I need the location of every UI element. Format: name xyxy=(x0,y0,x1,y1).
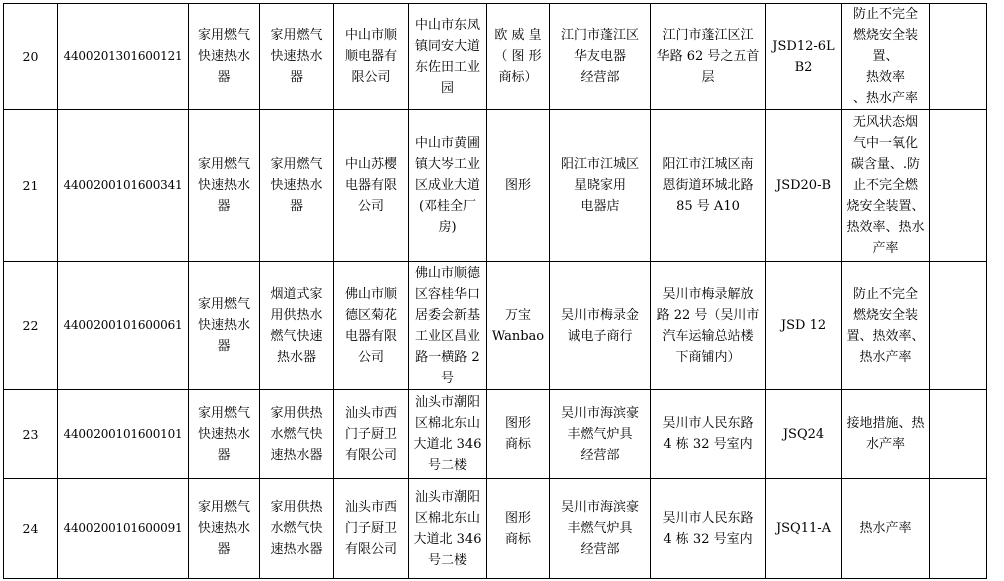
cell-product: 家用燃气 快速热水 器 xyxy=(260,110,334,262)
cell-code: 4400200101600101 xyxy=(58,390,189,479)
cell-seller: 吴川市海滨豪 丰燃气炉具 经营部 xyxy=(550,390,651,479)
cell-items: 防止不完全 燃烧安全装 置、 热效率 、热水产率 xyxy=(842,4,930,110)
table-row xyxy=(4,110,987,262)
cell-brand: 图形 xyxy=(487,110,550,262)
cell-code: 4400200101600061 xyxy=(58,262,189,390)
table-row xyxy=(4,390,987,479)
table-body xyxy=(4,4,987,579)
cell-category: 家用燃气 快速热水 器 xyxy=(189,479,260,579)
cell-model: JSQ11-A xyxy=(766,479,842,579)
cell-brand: 图形 商标 xyxy=(487,479,550,579)
cell-category: 家用燃气 快速热水 器 xyxy=(189,390,260,479)
cell-extra xyxy=(930,262,987,390)
cell-extra xyxy=(930,390,987,479)
cell-manufacturer: 汕头市西 门子厨卫 有限公司 xyxy=(334,390,409,479)
cell-items: 接地措施、热 水产率 xyxy=(842,390,930,479)
cell-seller-address: 吴川市人民东路 4 栋 32 号室内 xyxy=(651,479,766,579)
cell-product: 家用燃气 快速热水 器 xyxy=(260,4,334,110)
cell-no: 24 xyxy=(4,479,58,579)
table-row xyxy=(4,262,987,390)
cell-extra xyxy=(930,110,987,262)
cell-product: 家用供热 水燃气快 速热水器 xyxy=(260,390,334,479)
cell-code: 4400200101600091 xyxy=(58,479,189,579)
cell-seller: 吴川市海滨豪 丰燃气炉具 经营部 xyxy=(550,479,651,579)
cell-category: 家用燃气 快速热水 器 xyxy=(189,262,260,390)
cell-seller-address: 阳江市江城区南 恩街道环城北路 85 号 A10 xyxy=(651,110,766,262)
cell-extra xyxy=(930,479,987,579)
cell-manufacturer-address: 佛山市顺德 区容桂华口 居委会新基 工业区昌业 路一横路 2 号 xyxy=(409,262,487,390)
cell-manufacturer-address: 中山市东凤 镇同安大道 东佐田工业 园 xyxy=(409,4,487,110)
cell-brand: 欧 威 皇 （ 图 形 商标） xyxy=(487,4,550,110)
cell-manufacturer-address: 中山市黄圃 镇大岑工业 区成业大道 (邓桂全厂 房) xyxy=(409,110,487,262)
cell-manufacturer: 中山苏樱 电器有限 公司 xyxy=(334,110,409,262)
cell-no: 23 xyxy=(4,390,58,479)
cell-manufacturer-address: 汕头市潮阳 区棉北东山 大道北 346 号二楼 xyxy=(409,479,487,579)
inspection-results-table xyxy=(3,3,987,579)
cell-code: 4400201301600121 xyxy=(58,4,189,110)
cell-items: 热水产率 xyxy=(842,479,930,579)
cell-seller: 阳江市江城区 星晓家用 电器店 xyxy=(550,110,651,262)
cell-items: 无风状态烟 气中一氧化 碳含量、.防 止不完全燃 烧安全装置、 热效率、热水 产率 xyxy=(842,110,930,262)
cell-no: 21 xyxy=(4,110,58,262)
cell-manufacturer-address: 汕头市潮阳 区棉北东山 大道北 346 号二楼 xyxy=(409,390,487,479)
cell-model: JSD12-6L B2 xyxy=(766,4,842,110)
cell-model: JSD20-B xyxy=(766,110,842,262)
cell-manufacturer: 佛山市顺 德区菊花 电器有限 公司 xyxy=(334,262,409,390)
cell-items: 防止不完全 燃烧安全装 置、热效率、 热水产率 xyxy=(842,262,930,390)
cell-product: 烟道式家 用供热水 燃气快速 热水器 xyxy=(260,262,334,390)
cell-no: 20 xyxy=(4,4,58,110)
cell-manufacturer: 中山市顺 顺电器有 限公司 xyxy=(334,4,409,110)
cell-brand: 图形 商标 xyxy=(487,390,550,479)
cell-seller-address: 吴川市梅录解放 路 22 号（吴川市 汽车运输总站楼 下商铺内） xyxy=(651,262,766,390)
cell-seller: 吴川市梅录金 诚电子商行 xyxy=(550,262,651,390)
cell-model: JSQ24 xyxy=(766,390,842,479)
cell-no: 22 xyxy=(4,262,58,390)
cell-seller-address: 江门市蓬江区江 华路 62 号之五首 层 xyxy=(651,4,766,110)
cell-seller: 江门市蓬江区 华友电器 经营部 xyxy=(550,4,651,110)
cell-model: JSD 12 xyxy=(766,262,842,390)
cell-extra xyxy=(930,4,987,110)
cell-product: 家用供热 水燃气快 速热水器 xyxy=(260,479,334,579)
cell-category: 家用燃气 快速热水 器 xyxy=(189,110,260,262)
cell-category: 家用燃气 快速热水 器 xyxy=(189,4,260,110)
table-row xyxy=(4,479,987,579)
table-row xyxy=(4,4,987,110)
cell-manufacturer: 汕头市西 门子厨卫 有限公司 xyxy=(334,479,409,579)
cell-brand: 万宝 Wanbao xyxy=(487,262,550,390)
cell-code: 4400200101600341 xyxy=(58,110,189,262)
cell-seller-address: 吴川市人民东路 4 栋 32 号室内 xyxy=(651,390,766,479)
